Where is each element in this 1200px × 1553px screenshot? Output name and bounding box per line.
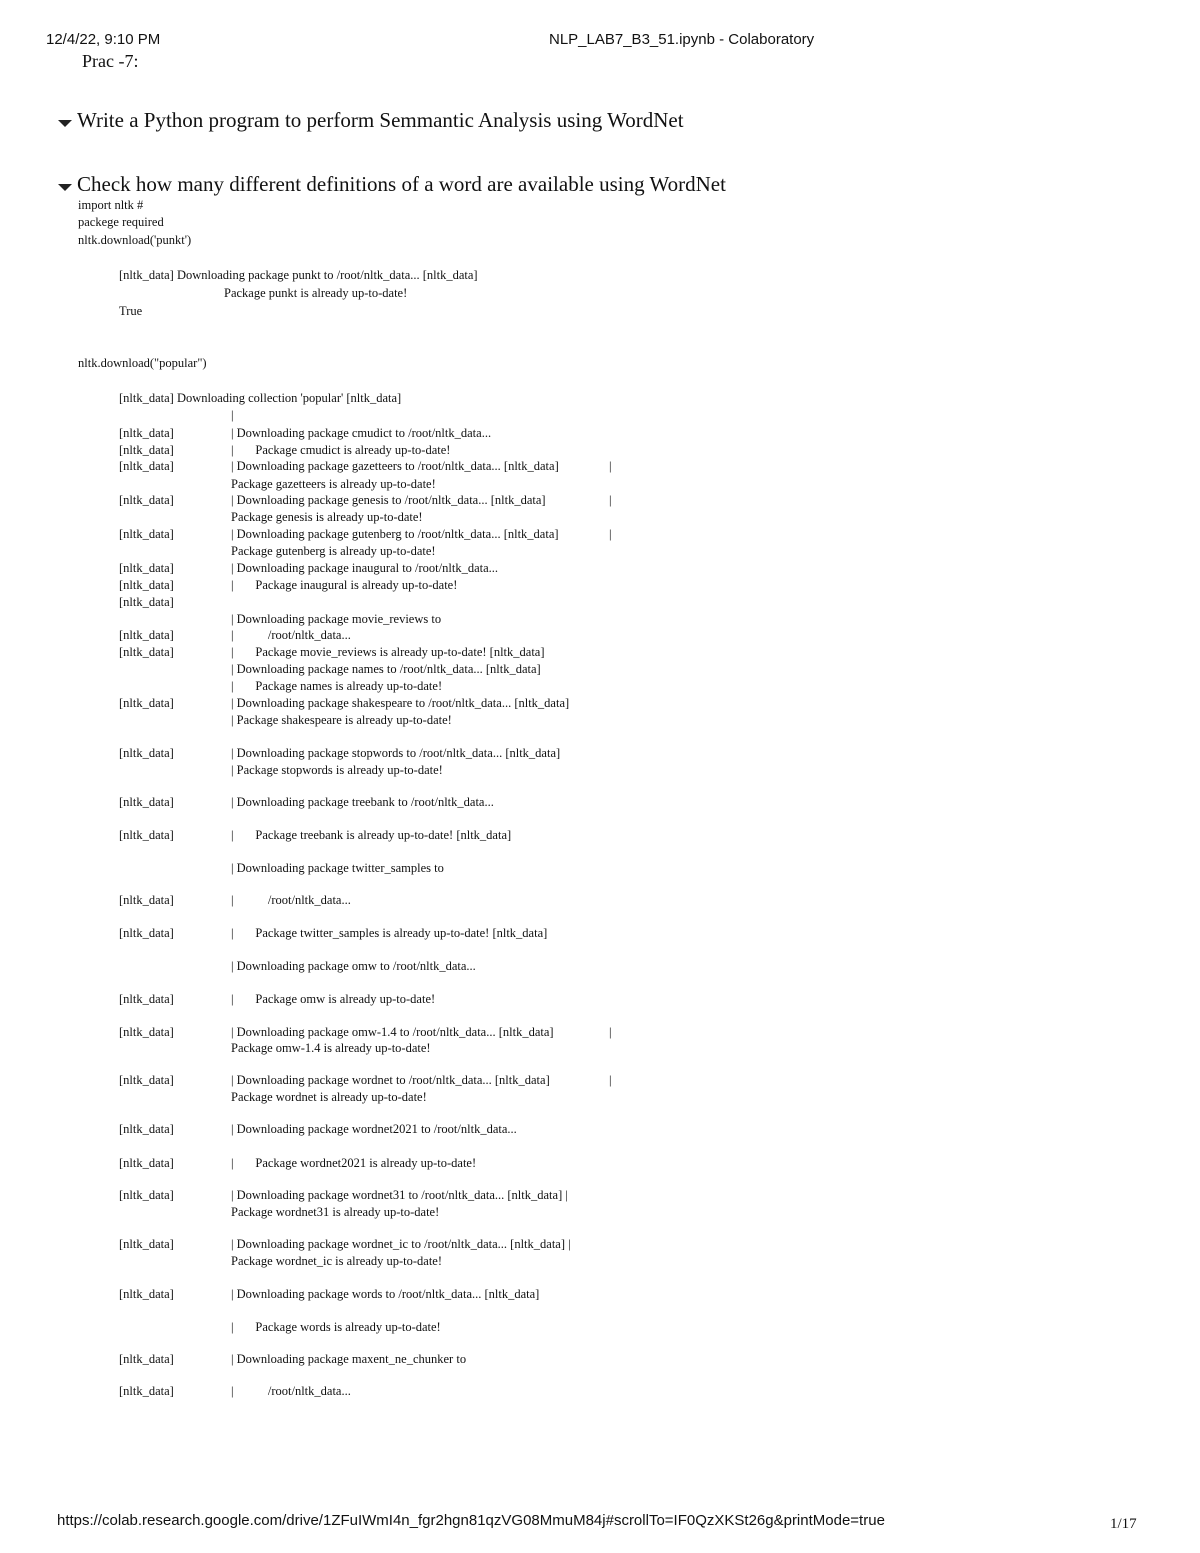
log-message: | Downloading package stopwords to /root/nltk_data... [nltk_data] xyxy=(231,746,561,760)
log-tag: [nltk_data] xyxy=(119,426,174,440)
log-tag: [nltk_data] xyxy=(119,1352,174,1366)
log-message: | Package inaugural is already up-to-date! xyxy=(231,578,458,592)
collapse-caret-icon[interactable] xyxy=(58,184,72,191)
print-date: 12/4/22, 9:10 PM xyxy=(46,31,161,48)
section-heading-text: Check how many different definitions of a word are available using WordNet xyxy=(77,172,726,196)
notebook-title: NLP_LAB7_B3_51.ipynb - Colaboratory xyxy=(549,31,815,48)
log-message: | Downloading package omw to /root/nltk_data... xyxy=(231,959,476,973)
log-tag: [nltk_data] xyxy=(119,1287,174,1301)
log-message: Package wordnet is already up-to-date! xyxy=(231,1090,427,1104)
log-pipe: | xyxy=(609,527,612,541)
page-url: https://colab.research.google.com/drive/1ZFuIWmI4n_fgr2hgn81qzVG08MmuM84j#scrollTo=IF0QzXKSt26g&printMode=true xyxy=(57,1512,885,1529)
log-message: | Downloading package maxent_ne_chunker to xyxy=(231,1352,467,1366)
log-pipe: | xyxy=(609,1073,612,1087)
log-pipe: | xyxy=(609,493,612,507)
log-message: | Downloading package genesis to /root/nltk_data... [nltk_data] xyxy=(231,493,546,507)
log-tag: [nltk_data] xyxy=(119,926,174,940)
log-message: | Downloading package names to /root/nltk_data... [nltk_data] xyxy=(231,662,541,676)
output-line: Package punkt is already up-to-date! xyxy=(224,286,408,300)
log-tag: [nltk_data] xyxy=(119,828,174,842)
log-message: | Downloading package twitter_samples to xyxy=(231,861,444,875)
section-heading-text: Write a Python program to perform Semmantic Analysis using WordNet xyxy=(77,108,684,132)
log-tag: [nltk_data] xyxy=(119,1237,174,1251)
code-line: nltk.download('punkt') xyxy=(78,233,192,247)
section-heading-semantic-analysis[interactable] xyxy=(58,108,684,133)
log-tag: [nltk_data] xyxy=(119,1025,174,1039)
log-tag: [nltk_data] xyxy=(119,795,174,809)
log-message: | Downloading package wordnet2021 to /root/nltk_data... xyxy=(231,1122,517,1136)
log-message: | Package movie_reviews is already up-to-date! [nltk_data] xyxy=(231,645,545,659)
log-message: | Downloading package treebank to /root/nltk_data... xyxy=(231,795,494,809)
log-message: | /root/nltk_data... xyxy=(231,1384,351,1398)
collapse-caret-icon[interactable] xyxy=(58,120,72,127)
output-line: [nltk_data] Downloading collection 'popular' [nltk_data] xyxy=(119,391,402,405)
log-tag: [nltk_data] xyxy=(119,578,174,592)
log-message: | Downloading package gazetteers to /root/nltk_data... [nltk_data] xyxy=(231,459,559,473)
log-message: | Downloading package cmudict to /root/nltk_data... xyxy=(231,426,492,440)
log-message: | /root/nltk_data... xyxy=(231,893,351,907)
log-message: Package omw-1.4 is already up-to-date! xyxy=(231,1041,431,1055)
log-message: | Package names is already up-to-date! xyxy=(231,679,443,693)
log-tag: [nltk_data] xyxy=(119,893,174,907)
log-tag: [nltk_data] xyxy=(119,1188,174,1202)
log-tag: [nltk_data] xyxy=(119,992,174,1006)
log-message: | Package words is already up-to-date! xyxy=(231,1320,441,1334)
section-heading-definitions[interactable] xyxy=(58,172,726,197)
code-line: packege required xyxy=(78,215,164,229)
log-message: | Downloading package movie_reviews to xyxy=(231,612,442,626)
log-tag: [nltk_data] xyxy=(119,595,174,609)
log-message: Package gutenberg is already up-to-date! xyxy=(231,544,436,558)
log-message: | Downloading package wordnet to /root/nltk_data... [nltk_data] xyxy=(231,1073,550,1087)
code-line: import nltk # xyxy=(78,198,144,212)
log-tag: [nltk_data] xyxy=(119,1384,174,1398)
log-message: | Downloading package inaugural to /root/nltk_data... xyxy=(231,561,499,575)
log-tag: [nltk_data] xyxy=(119,1156,174,1170)
log-tag: [nltk_data] xyxy=(119,561,174,575)
log-message: Package wordnet_ic is already up-to-date! xyxy=(231,1254,443,1268)
prac-label: Prac -7: xyxy=(82,51,139,71)
log-message: | /root/nltk_data... xyxy=(231,628,351,642)
log-message: | Package treebank is already up-to-date! [nltk_data] xyxy=(231,828,512,842)
log-message: | Package twitter_samples is already up-to-date! [nltk_data] xyxy=(231,926,548,940)
code-cell-2[interactable]: nltk.download("popular") xyxy=(78,356,207,370)
log-pipe: | xyxy=(609,459,612,473)
output-line: [nltk_data] Downloading package punkt to /root/nltk_data... [nltk_data] xyxy=(119,268,478,282)
page-number: 1/17 xyxy=(1110,1516,1137,1532)
log-tag: [nltk_data] xyxy=(119,746,174,760)
log-tag: [nltk_data] xyxy=(119,1122,174,1136)
log-tag: [nltk_data] xyxy=(119,493,174,507)
log-message: | Downloading package wordnet31 to /root/nltk_data... [nltk_data] | xyxy=(231,1188,568,1202)
log-message: | Package cmudict is already up-to-date! xyxy=(231,443,451,457)
log-message: | Downloading package words to /root/nltk_data... [nltk_data] xyxy=(231,1287,540,1301)
log-tag: [nltk_data] xyxy=(119,1073,174,1087)
log-tag: [nltk_data] xyxy=(119,628,174,642)
log-message: Package wordnet31 is already up-to-date! xyxy=(231,1205,440,1219)
log-message: Package genesis is already up-to-date! xyxy=(231,510,423,524)
log-message: Package gazetteers is already up-to-date! xyxy=(231,477,436,491)
log-message: | Package wordnet2021 is already up-to-date! xyxy=(231,1156,477,1170)
log-message: | Downloading package shakespeare to /root/nltk_data... [nltk_data] xyxy=(231,696,570,710)
log-message: | Downloading package omw-1.4 to /root/nltk_data... [nltk_data] xyxy=(231,1025,554,1039)
log-message: | Downloading package wordnet_ic to /root/nltk_data... [nltk_data] | xyxy=(231,1237,571,1251)
log-tag: [nltk_data] xyxy=(119,443,174,457)
log-message: | Package shakespeare is already up-to-date! xyxy=(231,713,452,727)
log-pipe: | xyxy=(609,1025,612,1039)
log-tag: [nltk_data] xyxy=(119,459,174,473)
log-message: | xyxy=(231,408,234,422)
log-tag: [nltk_data] xyxy=(119,527,174,541)
log-tag: [nltk_data] xyxy=(119,645,174,659)
log-message: | Package stopwords is already up-to-date! xyxy=(231,763,443,777)
log-message: | Downloading package gutenberg to /root/nltk_data... [nltk_data] xyxy=(231,527,559,541)
output-line: True xyxy=(119,304,143,318)
log-tag: [nltk_data] xyxy=(119,696,174,710)
log-message: | Package omw is already up-to-date! xyxy=(231,992,436,1006)
